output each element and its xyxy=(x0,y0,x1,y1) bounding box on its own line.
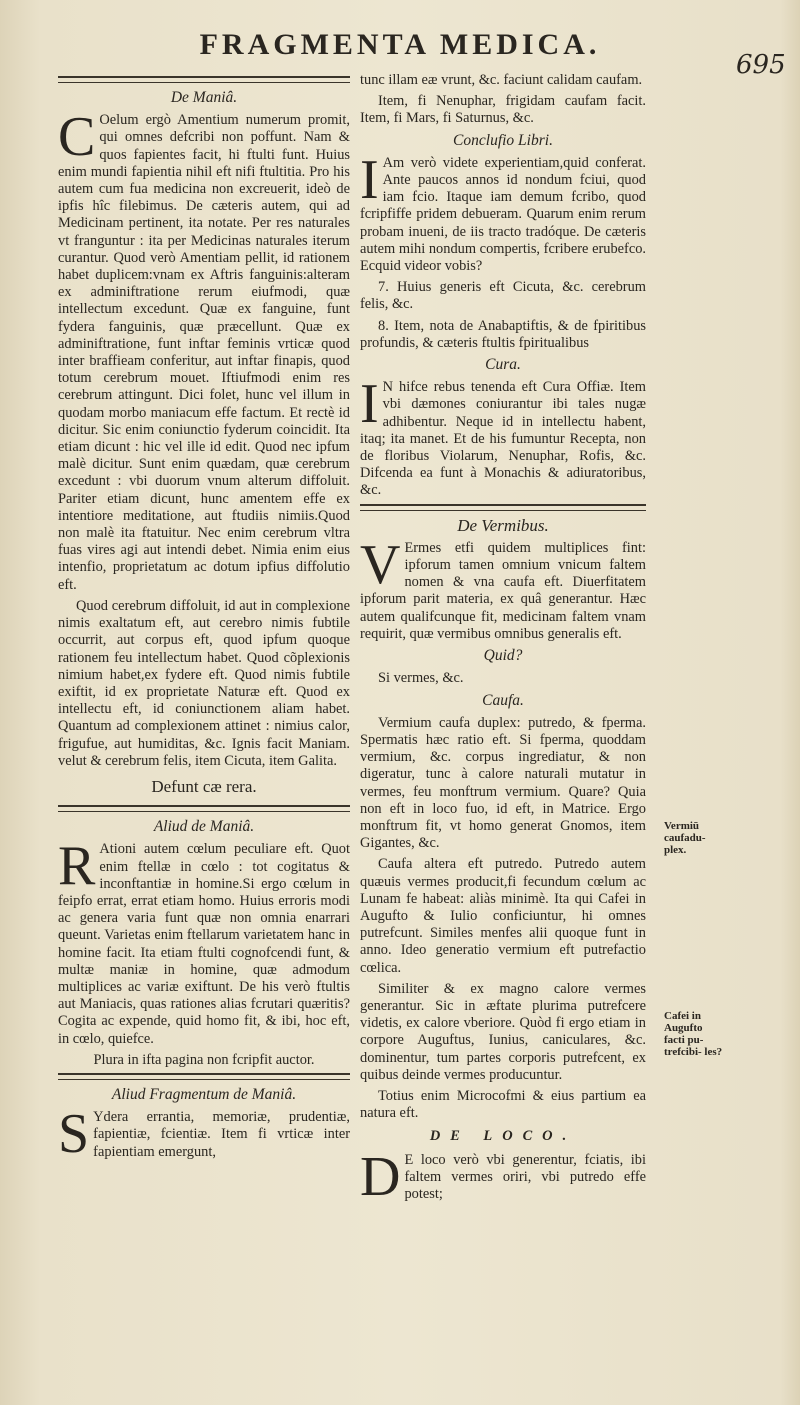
paragraph: I Am verò videte experientiam,quid conferat. Ante paucos annos id nondum fciui, quod iam fcio. Itaque iam demum fcribo, quod fcripfiffe pridem debueram. Quarum enim rerum probam inueni, de iis tracto tradóque. De cæteris autem mihi nondum compertis, fcribere erubefco. Ecquid videor vobis? xyxy=(360,148,646,275)
paragraph: Totius enim Microcofmi & eius partium ea natura eft. xyxy=(360,1087,646,1122)
section-rule xyxy=(58,805,350,812)
paragraph: V Ermes etfi quidem multiplices fint: ipforum tamen omnium vnicum faltem nomen & vna caufa eft. Diuerfitatem ipforum parit materia, ex quâ generantur. Hæc autem qualifcunque fit, medicinam faltem vnam requirit, quæ vermibus omnibus generalis eft. xyxy=(360,533,646,642)
section-heading: De Vermibus. xyxy=(457,515,549,535)
paragraph: Si vermes, &c. xyxy=(378,670,464,687)
page-number: 695 xyxy=(736,50,786,80)
section-rule xyxy=(58,76,350,83)
marginal-note: Cafei in Augufto facti pu- trefcibi- les? xyxy=(664,1010,723,1058)
paragraph: R Ationi autem cœlum peculiare eft. Quot enim ftellæ in cœlo : tot cogitatus & inconftantiæ in homine.Si ergo cœlum in feipfo errat, errat etiam homo. Huius erroris modi ac genera varia funt quæ non omnia enarrari queunt. Varietas enim ftellarum varietatem hanc in homine facit. Ita etiam ftulti cognofcendi funt, & multæ maniæ in homine, quæ admodum multiplices ac variæ exiftunt. De his verò ftultis aut Maniacis, quas rationes alias fcrutari quæritis? Cogita ac expende, quid homo fit, & ibi, hoc eft, in cœlo, quiefce. xyxy=(58,835,350,1047)
section-heading: Caufa. xyxy=(482,691,524,709)
section-heading: De Maniâ. xyxy=(170,89,238,106)
paragraph: Caufa altera eft putredo. Putredo autem quæuis vermes producit,fi fecundum cœlum ac Lunam fe habeat: aliàs minimè. Ita qui Cafei in Augufto & Iulio conficiuntur, hi omnes putrefcunt. Similes menfes alii quoque funt in anno. Ideo generatio vermium eft putrefactio cœlica. xyxy=(360,856,646,976)
section-heading: Aliud Fragmentum de Maniâ. xyxy=(111,1085,297,1103)
paragraph: C Oelum ergò Amentium numerum promit, qui omnes defcribi non poffunt. Nam & quos fapientes facit, hi ftulti funt. Huius enim mundi fapientia nihil eft nifi ftultitia. Pro his autem cum fua medicina non excreuerit, ideò de ipfis hîc filebimus. De cæteris autem, qui ad Medicinam pertinent, ita notate. Per res naturales vt franguntur : ita per Medicinas naturales iterum curantur. Quod verò Amentiam pellit, id rationem habet duplicem:vnam ex Aftris fanguinis:alteram ex adminiftratione rerum eiufmodi, quæ intellectum excedunt. Quæ ex fanguine, funt fydera fanguinis, quæ præcellunt. Quæ ex adminiftratione, funt inftar feminis vrticæ quod inter braffieam conferitur, aut inftar finapis, quod totum cerebrum mouet. Iftiufmodi enim res cerebrum attingunt. Dici folet, hunc vel illum in quodam morbo maniacum effe factum. Et rectè id dicitur. Sic enim coniunctio fyderum coincidit. Ita etiam dicunt : hic vel ille id edit. Quod nec ipfum malè dicitur. Sunt enim quædam, quæ cerebrum excedunt : vbi duorum vnum alterum diffoluit. Pariter etiam dicunt, hunc amentem effe ex intentiore meditatione, aut ftudiis nimiis.Quod non malè ita ftatuitur. Nec enim cerebrum vltra fuas vires agi aut intendi debet. Nimia enim eius intenfio, proprietatum ac dotum ipfius diffolutio eft. xyxy=(58,106,350,593)
left-column xyxy=(58,72,350,1165)
section-heading: Cura. xyxy=(485,356,521,374)
paragraph: 7. Huius generis eft Cicuta, &c. cerebrum felis, &c. xyxy=(360,279,646,313)
section-rule xyxy=(360,504,646,511)
paragraph: D E loco verò vbi generentur, fciatis, ibi faltem vermes oriri, vbi putredo effe potest; xyxy=(360,1145,646,1208)
paragraph: 8. Item, nota de Anabaptiftis, & de fpiritibus profundis, & cæteris ftultis fpiritualibus xyxy=(360,317,646,351)
section-heading: DE LOCO. xyxy=(429,1128,577,1145)
paragraph: tunc illam eæ vrunt, &c. faciunt calidam caufam. xyxy=(360,72,643,88)
paragraph: I N hifce rebus tenenda eft Cura Offiæ. Item vbi dæmones coniurantur ibi tales nugæ adhibentur. Neque id in intellectu habent, itaq; ita manet. Et de his fumuntur Recepta, non de floribus Violarum, Nenuphar, Rofis, &c. Difcenda ea funt à Monachis & adiuratoribus, &c. xyxy=(360,373,646,499)
marginal-note: Vermiū caufadu- plex. xyxy=(664,820,706,856)
drop-cap: I xyxy=(360,373,379,436)
paragraph: Vermium caufa duplex: putredo, & fperma. Spermatis hæc ratio eft. Si fperma, quoddam vermium, &c. corpus ingrediatur, & non digeratur, tunc à calore naturali mutatur in vermes, feu monftrum vermium. Quare? Quia non eft in loco fuo, id eft, in Matrice. Ergo monftrum fit, vt homo generat Gnomos, item Gigantes, &c. xyxy=(360,714,646,852)
section-rule xyxy=(58,1073,350,1080)
section-heading: Aliud de Maniâ. xyxy=(153,818,255,836)
paragraph: Quod cerebrum diffoluit, id aut in complexione nimis exaltatum eft, aut cerebro nimis fubtile occurrit, aut corpus eft, quod ipfum quoque rationem feu intellectum habet. Quod cõplexionis nimium habet,ex fydere eft. Quod nimis fubtile exiftit, id ex proprietate Naturæ eft. Quod ex intellectu eft, id coniunctionem aliam habet. Quantum ad complexionem attinet : nimius calor, frigufue, aut humiditas, &c. Ignis facit Maniam. velut & cerebrum felis, item Cicuta, item Galita. xyxy=(58,597,350,769)
drop-cap: C xyxy=(58,106,96,169)
paragraph: Plura in ifta pagina non fcripfit auctor. xyxy=(93,1051,315,1068)
paragraph: Item, fi Nenuphar, frigidam caufam facit. Item, fi Mars, fi Saturnus, &c. xyxy=(360,93,646,127)
paragraph: Similiter & ex magno calore vermes generantur. Sic in æftate plurima putrefcere videtis, ex calore vberiore. Quòd fi ergo etiam in corpore Auguftus, Iunius, caniculares, &c. dominentur, tum partes corporis putrefcent, ex quibus deinde vermes producuntur. xyxy=(360,980,646,1083)
right-column xyxy=(360,72,646,1207)
drop-cap: V xyxy=(360,533,401,596)
section-heading: Conclufio Libri. xyxy=(453,131,553,149)
drop-cap: D xyxy=(360,1145,401,1208)
drop-cap: I xyxy=(360,148,379,211)
closing-note: Defunt cæ rera. xyxy=(151,776,257,796)
running-header: FRAGMENTA MEDICA. xyxy=(199,28,601,61)
paragraph: S Ydera errantia, memoriæ, prudentiæ, fapientiæ, fcientiæ. Item fi vrticæ inter fapientiam emergunt, xyxy=(58,1103,350,1166)
drop-cap: R xyxy=(58,835,96,898)
section-heading: Quid? xyxy=(483,647,523,665)
drop-cap: S xyxy=(58,1103,90,1166)
